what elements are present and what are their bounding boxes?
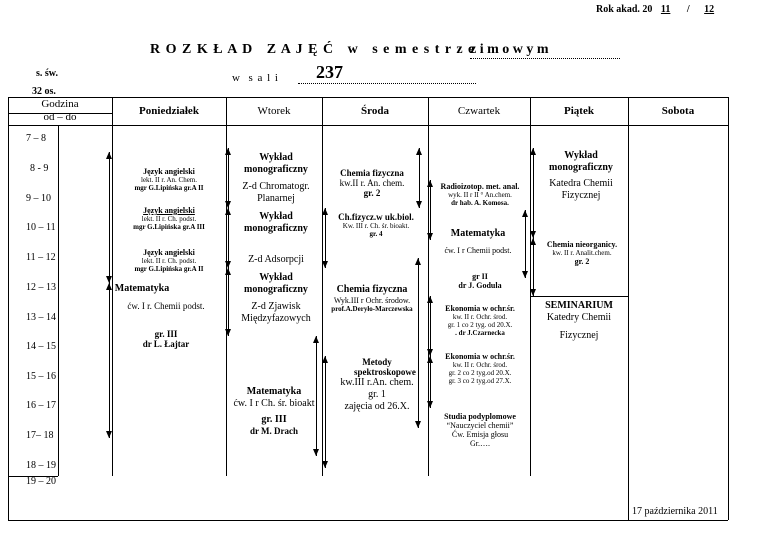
grid-line bbox=[530, 296, 628, 297]
grid-line bbox=[322, 97, 323, 476]
class-teacher: mgr G.Lipińska gr.A II bbox=[134, 184, 204, 192]
academic-year bbox=[596, 4, 718, 16]
class-teacher: . dr J.Czarnecka bbox=[455, 329, 505, 337]
grid-line bbox=[628, 97, 629, 520]
class-block-tuesday-adsorption: Z-d Adsorpcji bbox=[248, 254, 304, 265]
hour-label: 12 – 13 bbox=[26, 282, 56, 293]
class-title: Chemia fizyczna bbox=[340, 168, 404, 178]
grid-line bbox=[728, 97, 729, 520]
header-tuesday: Wtorek bbox=[257, 105, 291, 117]
grid-line bbox=[428, 97, 429, 476]
class-title: Matematyka bbox=[450, 228, 506, 239]
class-group: gr. 1 bbox=[368, 389, 386, 400]
academic-year-separator: / bbox=[686, 4, 690, 15]
duration-arrow bbox=[430, 296, 431, 356]
hour-label: 17– 18 bbox=[26, 430, 54, 441]
header-monday: Poniedziałek bbox=[139, 105, 199, 117]
class-title: Chemia fizyczna bbox=[336, 284, 408, 295]
class-detail: Ćw. Emisja głosu bbox=[451, 430, 509, 439]
hour-label: 15 – 16 bbox=[26, 371, 56, 382]
hour-label: 7 – 8 bbox=[26, 133, 46, 144]
class-detail: kw.III r.An. chem. bbox=[340, 377, 414, 388]
class-teacher: mgr G.Lipińska gr.A II bbox=[134, 265, 204, 273]
class-block-monday-math bbox=[112, 283, 172, 295]
hour-label: 13 – 14 bbox=[26, 312, 56, 323]
grid-line bbox=[8, 97, 728, 98]
class-block-wednesday-spectroscopy bbox=[328, 357, 426, 413]
hour-label: 10 – 11 bbox=[26, 222, 56, 233]
class-title: Język angielski bbox=[143, 167, 195, 176]
class-title: Ekonomia w ochr.śr. bbox=[445, 304, 515, 313]
class-title: Matematyka bbox=[246, 386, 302, 397]
class-group: gr. 2 co 2 tyg.od 20.X. bbox=[448, 369, 512, 377]
duration-arrow bbox=[228, 208, 229, 268]
class-title: Ekonomia w ochr.śr. bbox=[445, 352, 515, 361]
hour-label: 8 - 9 bbox=[30, 163, 49, 174]
duration-arrow bbox=[228, 148, 229, 208]
class-title: Metody spektroskopowe bbox=[354, 357, 416, 377]
class-title: Studia podyplomowe bbox=[444, 412, 516, 421]
class-detail: Katedry Chemii bbox=[546, 312, 612, 323]
time-header-range: od – do bbox=[43, 111, 77, 123]
duration-arrow bbox=[419, 148, 420, 208]
duration-arrow bbox=[533, 148, 534, 238]
class-title: Matematyka bbox=[114, 283, 170, 294]
grid-line bbox=[58, 125, 59, 476]
class-block-monday-math-group bbox=[112, 329, 220, 349]
class-group: gr. 1 co 2 tyg. od 20.X. bbox=[447, 321, 513, 329]
hour-label: 14 – 15 bbox=[26, 341, 56, 352]
class-detail: Z-d Chromatogr. Planarnej bbox=[242, 181, 310, 204]
header-saturday: Sobota bbox=[661, 105, 695, 117]
class-title: Wykład monograficzny bbox=[244, 152, 308, 175]
duration-arrow bbox=[325, 356, 326, 468]
class-title: Wykład monograficzny bbox=[244, 211, 308, 234]
class-group: gr. 3 co 2 tyg.od 27.X. bbox=[448, 377, 512, 385]
class-group: gr. 2 bbox=[574, 257, 590, 266]
room-number: 237 bbox=[298, 62, 476, 84]
class-title: SEMINARIUM bbox=[545, 300, 613, 311]
header-wednesday: Środa bbox=[361, 105, 389, 117]
duration-arrow bbox=[533, 238, 534, 296]
class-teacher: dr J. Godula bbox=[458, 281, 502, 290]
class-group: gr. 4 bbox=[369, 230, 383, 238]
page-title: R O Z K Ł A D Z A J Ę Ć w s e m e s t r z e bbox=[150, 42, 476, 57]
class-detail: kw. II r. Analit.chem. bbox=[552, 249, 612, 257]
class-teacher: mgr G.Lipińska gr.A III bbox=[133, 223, 205, 231]
class-title: Język angielski bbox=[143, 206, 195, 215]
class-block-monday-english-a2 bbox=[112, 167, 226, 192]
capacity-label: 32 os. bbox=[32, 86, 56, 97]
class-title: Wykład monograficzny bbox=[549, 150, 613, 173]
grid-line bbox=[8, 520, 728, 521]
class-title: Ch.fizycz.w uk.biol. bbox=[338, 212, 414, 222]
duration-arrow bbox=[228, 268, 229, 336]
room-label: w s a l i bbox=[232, 72, 279, 84]
class-title: Język angielski bbox=[143, 248, 195, 257]
academic-year-label: Rok akad. 20 bbox=[596, 4, 653, 15]
class-group: gr. III bbox=[154, 329, 178, 339]
header-friday: Piątek bbox=[564, 105, 594, 117]
class-block-friday-inorganic bbox=[536, 240, 628, 266]
class-teacher: dr L. Łajtar bbox=[142, 339, 190, 349]
duration-arrow bbox=[430, 180, 431, 240]
class-block-tuesday-monograph-1 bbox=[230, 152, 322, 205]
seats-label: s. św. bbox=[36, 68, 58, 79]
time-header bbox=[8, 98, 112, 124]
hour-label: 9 – 10 bbox=[26, 193, 51, 204]
class-block-thursday-radioisotope bbox=[432, 182, 528, 207]
class-block-wednesday-physchem-lecture bbox=[324, 284, 420, 313]
class-detail: Fizycznej bbox=[559, 330, 599, 341]
class-detail: kw. II r. Ochr. środ. bbox=[452, 313, 508, 321]
class-title: Chemia nieorganicy. bbox=[546, 240, 618, 249]
class-group: gr. 2 bbox=[363, 188, 381, 198]
class-block-monday-english-a3 bbox=[112, 206, 226, 231]
class-title: Wykład monograficzny bbox=[244, 272, 308, 295]
class-detail: Wyk.III r Ochr. środow. bbox=[333, 296, 411, 305]
footer-date: 17 października 2011 bbox=[632, 506, 718, 517]
class-title: Radioizotop. met. anal. bbox=[440, 182, 520, 191]
class-block-thursday-math bbox=[432, 228, 524, 255]
class-block-thursday-economy-1 bbox=[432, 304, 528, 337]
grid-line bbox=[8, 97, 9, 520]
class-group: gr. III bbox=[261, 414, 287, 425]
class-detail: Kw. III r. Ch. śr. bioakt. bbox=[342, 222, 410, 230]
class-teacher: dr hab. A. Komosa. bbox=[451, 199, 509, 207]
class-group: gr II bbox=[472, 272, 488, 281]
time-header-label: Godzina bbox=[41, 98, 79, 110]
class-block-tuesday-math bbox=[226, 386, 322, 436]
class-block-friday-seminar bbox=[530, 300, 628, 342]
class-block-tuesday-monograph-3 bbox=[230, 272, 322, 325]
hour-label: 11 – 12 bbox=[26, 252, 56, 263]
hour-label: 19 – 20 bbox=[26, 476, 56, 487]
hour-label: 16 – 17 bbox=[26, 400, 56, 411]
class-detail: “Nauczyciel chemii” bbox=[446, 421, 514, 430]
class-teacher: prof.A.Deryło-Marczewska bbox=[331, 305, 413, 313]
class-detail: lekt. II r. Ch. podst. bbox=[141, 257, 197, 265]
class-block-thursday-postgraduate bbox=[432, 412, 528, 448]
hour-label: 18 – 19 bbox=[26, 460, 56, 471]
academic-year-end: 12 bbox=[704, 4, 715, 15]
header-thursday: Czwartek bbox=[457, 105, 501, 117]
class-detail: ćw. I r. Chemii podst. bbox=[127, 301, 205, 311]
class-block-tuesday-monograph-2 bbox=[230, 211, 322, 235]
semester-value: z i m o w y m bbox=[470, 42, 620, 59]
class-date: zajęcia od 26.X. bbox=[344, 401, 410, 412]
class-detail: lekt. II r. Ch. podst. bbox=[141, 215, 197, 223]
class-teacher: dr M. Drach bbox=[249, 426, 299, 436]
class-detail: kw. II r. Ochr. środ. bbox=[452, 361, 508, 369]
class-block-thursday-math-group bbox=[432, 272, 528, 290]
class-block-thursday-economy-2 bbox=[432, 352, 528, 385]
duration-arrow bbox=[325, 208, 326, 268]
class-detail: ćw. I r Chemii podst. bbox=[444, 246, 512, 255]
grid-line bbox=[8, 125, 728, 126]
class-detail: lekt. II r. An. Chem. bbox=[141, 176, 197, 184]
duration-arrow bbox=[109, 152, 110, 283]
class-detail: Katedra Chemii Fizycznej bbox=[549, 178, 613, 201]
class-detail: Z-d Zjawisk Międzyfazowych bbox=[241, 301, 311, 324]
class-detail: wyk. II r II ° An.chem. bbox=[448, 191, 512, 199]
class-group: Gr.…. bbox=[470, 439, 490, 448]
class-block-monday-english-a2b bbox=[112, 248, 226, 273]
class-detail: kw.II r. An. chem. bbox=[339, 178, 405, 188]
duration-arrow bbox=[109, 283, 110, 438]
duration-arrow bbox=[430, 356, 431, 408]
class-block-wednesday-physchem-1 bbox=[326, 168, 418, 198]
class-detail: ćw. I r Ch. śr. bioakt bbox=[233, 398, 315, 409]
duration-arrow bbox=[525, 210, 526, 278]
academic-year-start: 11 bbox=[660, 4, 671, 15]
class-block-wednesday-physchem-bio bbox=[328, 212, 424, 238]
class-block-friday-monograph bbox=[536, 150, 626, 202]
